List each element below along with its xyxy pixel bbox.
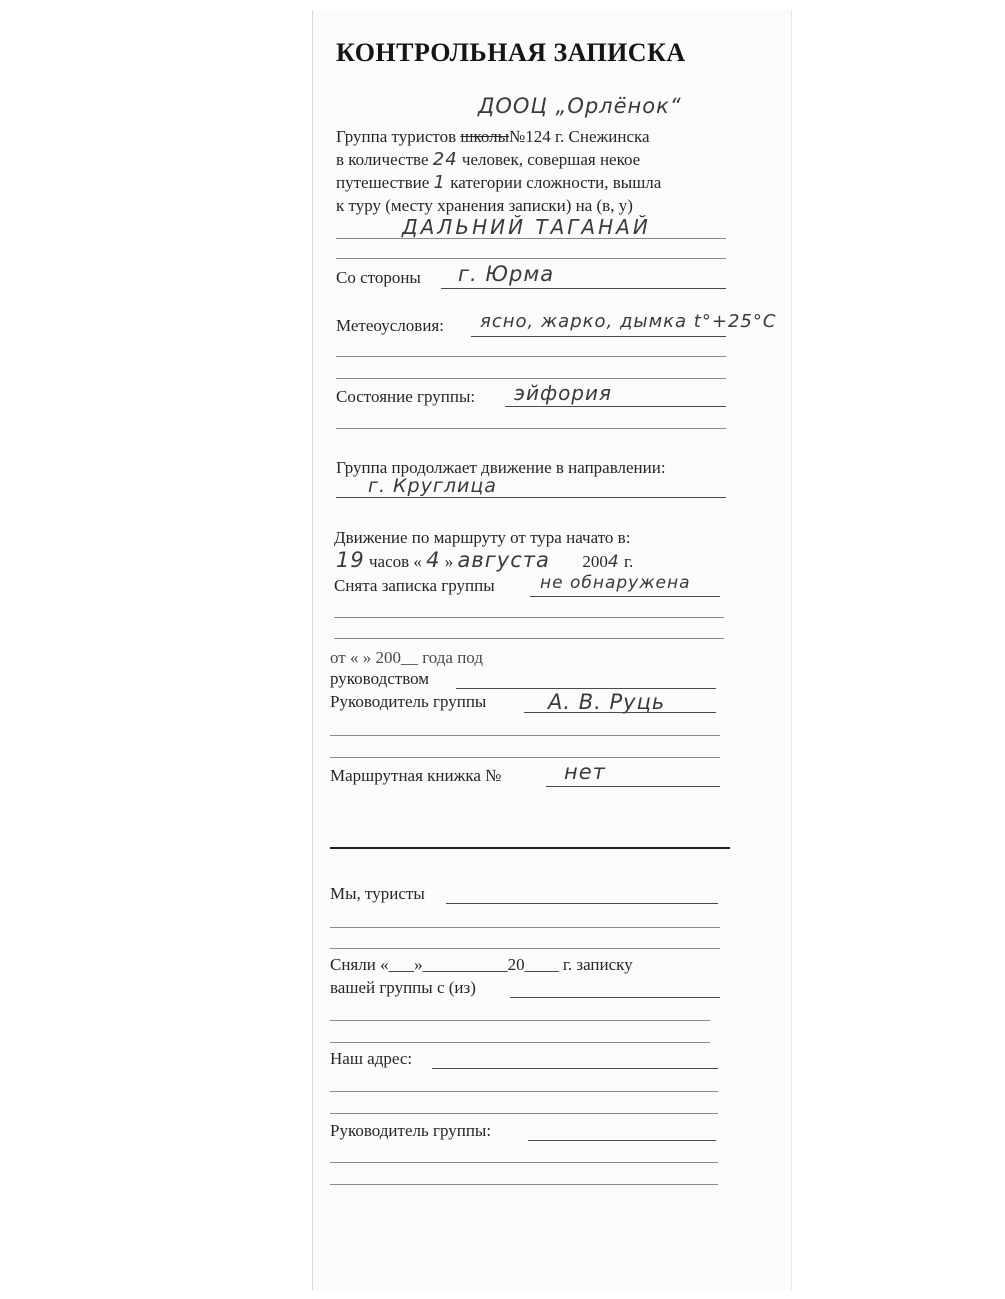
- group-line-1: [336, 127, 650, 147]
- organization-handwritten: ДООЦ „Орлёнок“: [478, 94, 682, 118]
- rule-line: [330, 1184, 718, 1185]
- year-prefix: 200: [582, 552, 608, 571]
- address-label: Наш адрес:: [330, 1049, 413, 1068]
- group-line-2: [336, 150, 640, 170]
- month-handwritten: августа: [457, 548, 550, 572]
- rule-line: [456, 688, 716, 689]
- rule-line: [330, 1091, 718, 1092]
- rule-line: [336, 497, 726, 498]
- group-label: Группа туристов: [336, 127, 457, 146]
- rule-line: [528, 1140, 716, 1141]
- rule-line: [336, 428, 726, 429]
- group-line-4: к туру (месту хранения записки) на (в, у): [336, 196, 633, 215]
- rule-line: [336, 258, 726, 259]
- leadership-label: руководством: [330, 669, 430, 688]
- leader-label: Руководитель группы: [330, 692, 487, 711]
- tourists-label: Мы, туристы: [330, 884, 425, 903]
- state-handwritten: эйфория: [514, 381, 613, 405]
- category-rest: категории сложности, вышла: [450, 173, 662, 192]
- direction-handwritten: г. Круглица: [368, 475, 497, 497]
- rule-line: [441, 288, 726, 289]
- route-book-handwritten: нет: [564, 760, 606, 784]
- rule-line: [330, 1020, 710, 1021]
- rule-line: [336, 378, 726, 379]
- form-title: КОНТРОЛЬНАЯ ЗАПИСКА: [336, 38, 686, 67]
- day-handwritten: 4: [426, 548, 441, 572]
- year-suffix: г.: [623, 552, 634, 571]
- rule-line: [471, 336, 726, 337]
- rule-line: [510, 997, 720, 998]
- rule-line: [330, 1162, 718, 1163]
- rule-line: [334, 617, 724, 618]
- rule-line: [330, 735, 720, 736]
- weather-handwritten: ясно, жарко, дымка t°+25°С: [480, 311, 777, 332]
- from-line: от « » 200__ года под: [330, 648, 483, 667]
- group-from-label: вашей группы с (из): [330, 978, 476, 997]
- category-handwritten: 1: [433, 172, 446, 193]
- rule-line: [505, 406, 726, 407]
- count-label: в количестве: [336, 150, 429, 169]
- hour-handwritten: 19: [336, 548, 365, 572]
- route-book-label: Маршрутная книжка №: [330, 766, 502, 785]
- year-handwritten: 4: [607, 552, 620, 572]
- movement-time-line: [336, 550, 633, 572]
- rule-line: [530, 596, 720, 597]
- rule-line: [330, 948, 720, 949]
- section-divider: [330, 847, 730, 849]
- took-note-line: Сняли «___»__________20____ г. записку: [330, 955, 633, 974]
- rule-line: [330, 1042, 710, 1043]
- rule-line: [546, 786, 720, 787]
- school-struck: школы: [460, 127, 510, 146]
- weather-label: Метеоусловия:: [336, 316, 444, 335]
- rule-line: [334, 638, 724, 639]
- school-number: №124 г. Снежинска: [509, 127, 650, 146]
- leader2-label: Руководитель группы:: [330, 1121, 492, 1140]
- rule-line: [336, 356, 726, 357]
- rule-line: [446, 903, 718, 904]
- removed-label: Снята записка группы: [334, 576, 495, 595]
- rule-line: [524, 712, 716, 713]
- group-line-3: [336, 173, 661, 193]
- side-handwritten: г. Юрма: [458, 262, 555, 286]
- direction-label: Группа продолжает движение в направлении:: [336, 458, 666, 477]
- count-handwritten: 24: [432, 149, 458, 170]
- quote-close: »: [444, 552, 454, 571]
- rule-line: [330, 757, 720, 758]
- place-handwritten: ДАЛЬНИЙ ТАГАНАЙ: [402, 215, 651, 239]
- movement-label: Движение по маршруту от тура начато в:: [334, 528, 631, 547]
- rule-line: [330, 927, 720, 928]
- journey-label: путешествие: [336, 173, 430, 192]
- leader-handwritten: А. В. Руць: [548, 690, 666, 714]
- rule-line: [330, 1113, 718, 1114]
- removed-handwritten: не обнаружена: [540, 573, 691, 593]
- state-label: Состояние группы:: [336, 387, 476, 406]
- rule-line: [336, 238, 726, 239]
- count-rest: человек, совершая некое: [461, 150, 641, 169]
- hours-word: часов «: [368, 552, 422, 571]
- side-label: Со стороны: [336, 268, 421, 287]
- rule-line: [432, 1068, 718, 1069]
